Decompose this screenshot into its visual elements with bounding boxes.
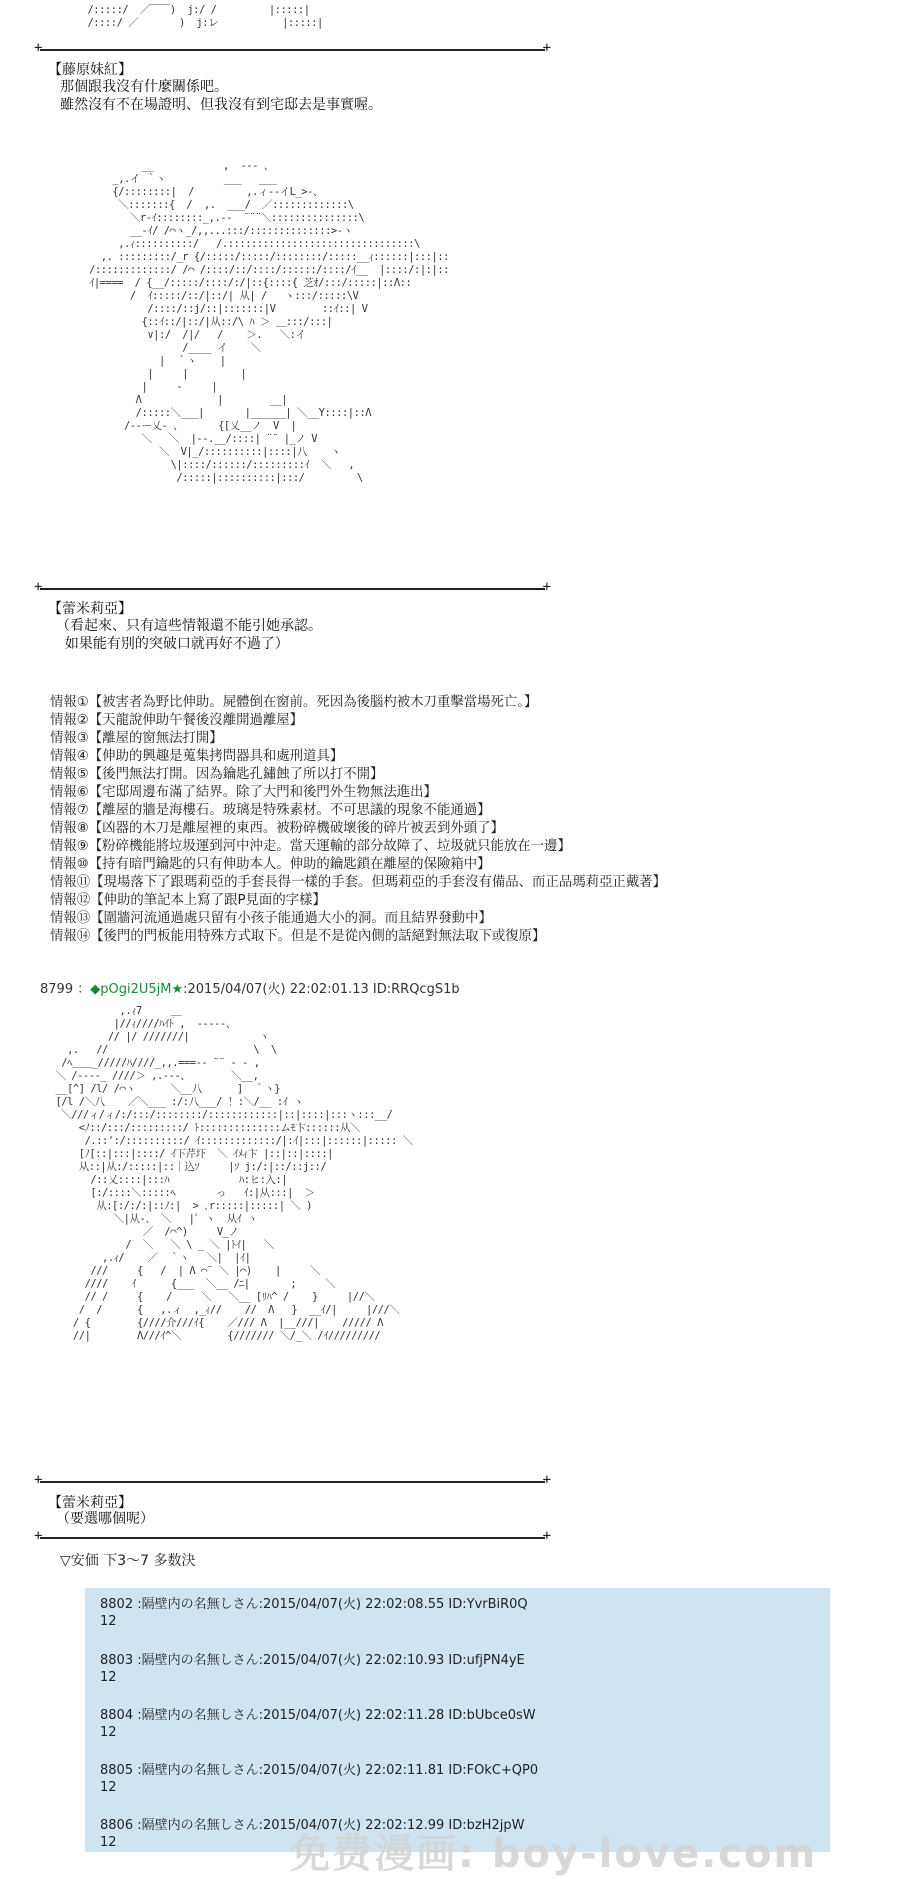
reply-header[interactable]: 8806 :隔壁内の名無しさん:2015/04/07(火) 22:02:12.99 ID:bzH2jpW [100, 1818, 525, 1833]
reply-header[interactable]: 8805 :隔壁内の名無しさん:2015/04/07(火) 22:02:11.81 ID:FOkC+QP0 [100, 1763, 539, 1778]
watermark: 免费漫画: boy-love.com [290, 1831, 818, 1877]
info-item: 情報⑫【伸助的筆記本上寫了跟P見面的字樣】 [50, 893, 326, 908]
divider: + + [34, 1472, 551, 1488]
info-item: 情報⑧【凶器的木刀是離屋裡的東西。被粉碎機破壞後的碎片被丟到外頭了】 [50, 821, 504, 836]
info-item: 情報⑭【後門的門板能用特殊方式取下。但是不是從內側的話絕對無法取下或復原】 [50, 929, 546, 944]
reply-value: 12 [100, 1670, 117, 1685]
trip-code: ◆pOgi2U5jM [90, 982, 172, 997]
info-item: 情報⑦【離屋的牆是海樓石。玻璃是特殊素材。不可思議的現象不能通過】 [50, 803, 491, 818]
info-item: 情報①【被害者為野比伸助。屍體倒在窗前。死因為後腦杓被木刀重擊當場死亡。】 [50, 695, 538, 710]
divider: + + [34, 40, 551, 56]
reply-item [100, 1596, 528, 1630]
info-item: 情報⑪【現場落下了跟瑪莉亞的手套長得一樣的手套。但瑪莉亞的手套沒有備品、而正品瑪莉亞正戴著】 [50, 875, 666, 890]
reply-header[interactable]: 8803 :隔壁内の名無しさん:2015/04/07(火) 22:02:10.93 ID:ufjPN4yE [100, 1653, 525, 1668]
info-item: 情報③【離屋的窗無法打開】 [50, 731, 223, 746]
speaker-label: 【藤原妹紅】 [48, 62, 132, 78]
star-icon: ★ [171, 982, 184, 997]
reply-item [100, 1707, 536, 1741]
post-meta: :2015/04/07(火) 22:02:01.13 ID:RRQcgS1b [183, 982, 460, 997]
reply-item [100, 1762, 538, 1796]
reply-value: 12 [100, 1725, 117, 1740]
info-item: 情報④【伸助的興趣是蒐集拷問器具和處刑道具】 [50, 749, 344, 764]
reply-panel [85, 1588, 830, 1852]
reply-header[interactable]: 8804 :隔壁内の名無しさん:2015/04/07(火) 22:02:11.28 ID:bUbce0sW [100, 1708, 536, 1723]
reply-item [100, 1652, 525, 1686]
dialogue-line: 那個跟我沒有什麼關係吧。 [60, 79, 228, 95]
reply-value: 12 [100, 1835, 117, 1850]
divider: + + [34, 1528, 551, 1544]
ascii-art-character: __ , --- 、 _,.イ ｀ヽ ___ ___ {/::::::::| / ,.ィ--イL_>-、 ＼:::::::{ / ,. ___/ ／:::::::::::::\ ＼r-ｲ::::::::_,.-‐ ¨¨¨＼:::::::::::::::\ __-ｲ/ /⌒ヽ_/,,...:::/::::::::::::::>-ヽ ,.ｨ::::::::::/ /.::::::::::::::::::::::::::::::::\ ,. :::::::::/_r {/:::::/:::::/::::::::/:::::__ｨ::::::|:::|:: /:::::::::::::/ /⌒ /::::/::/::::/::::::/::::/ｲ__ |::::/:|:|:: ｲ|==== / {__/:::::/::::/:/|::{::::{ 芝ｵ/:::/:::::|::Λ:: / ｲ:::::/::/|::/| 从| / ヽ:::/:::::\V /::::/::j/::|:::::::|V ::ｲ::| V {::ｲ::/|::/|从::/\ ﾊ ＞ ＿:::/:::| ∨|:/ /|/ / ＞. ＼:イ /____ イ ＼ | ｀ヽ | | | | | ‐ | Λ | __| /:::::＼___| |______| ＼__Y::::|::Λ /‐‐ー乂‐ 、 {[乂__ノ V | ＼ ＼ |--.__/::::| ¨¨ |_ノ V ＼ V|_/::::::::::|::::|八 ヽ \|::::/::::::/:::::::::ｲ ＼ , /:::::|::::::::::|:::/ \ [89, 160, 449, 484]
dialogue-line: （看起來、只有這些情報還不能引她承認。 [56, 618, 322, 634]
info-item: 情報⑬【圍牆河流通過處只留有小孩子能通過大小的洞。而且結界發動中】 [50, 911, 492, 926]
dialogue-line: 雖然沒有不在場證明、但我沒有到宅邸去是事實喔。 [60, 97, 382, 113]
reply-header[interactable]: 8802 :隔壁内の名無しさん:2015/04/07(火) 22:02:08.55 ID:YvrBiR0Q [100, 1597, 528, 1612]
info-item: 情報⑩【持有暗門鑰匙的只有伸助本人。伸助的鑰匙鎖在離屋的保險箱中】 [50, 857, 491, 872]
post-separator: ： [73, 982, 91, 997]
info-item: 情報⑥【宅邸周邊布滿了結界。除了大門和後門外生物無法進出】 [50, 785, 437, 800]
speaker-label: 【蕾米莉亞】 [48, 601, 132, 617]
dialogue-line: （要選哪個呢） [56, 1511, 154, 1527]
divider: + + [34, 579, 551, 595]
dialogue-line: 如果能有別的突破口就再好不過了） [56, 636, 289, 652]
post-number[interactable]: 8799 [40, 982, 74, 997]
reply-value: 12 [100, 1780, 117, 1795]
ascii-art-character: ,.ｨ7 ＿ |//ｨ////ﾊｲﾄ , -----、 // |/ ///////| ヽ ,. // \ \ /ﾍ＿＿_/////ﾊ////_,,.===-- ¨¨ ‐ ‐ , ＼ /----_ ////＞ ,.---、 ＼__, __[^] /l/ /⌒ヽ ＼__八 ] ｀ヽ} [/l /＼八 ／＼___ :/:八___/ ！:＼/__ :ｲ ヽ ＼///ィ/ィ/:/:::/::::::::/::::::::::::|::|::::|:::ヽ:::__/ <ﾉ::/:::/:::::::::/ ﾄ::::::::::::::ムﾓ卞::::::从＼ /.::':/::::::::::/ ｲ:::::::::::::/|:ｲ|:::|::::::|::::: ＼ [ﾉ[::|:::|::::/ ｲ下芹圷 ＼ ｲﾒｨ卞 |::|::|::::| 从::|从:/:::::|::｜込ｿ |ｿ j:/:|::/::j::/ /::乂::::|:::ﾊ ﾊ:ヒ:入:| [:/::::＼:::::ﾍ っ ｲ:|从:::| ＞ 从:[:/:/:|::ﾉ:| > ､r:::::|:::::| ＼ ) ＼|从-、 ＼ |ﾟ ヽ 从ｲ ヽ ／ /⌒^) V_ノ / ＼ ＼ \ _ ＼ |ﾄｲ| ＼ ,.ｨ/ ／ ｀ヽ ＼| |ｲ| /// { / | Λ ⌒¨ ＼ |⌒) | ＼ //// ｲ {___ ＼__ /ﾆ| ; ＼ // / { / ＼ ＼__ [ﾘﾊ^ / } |//＼ / / { ,.ィ ,_ｨ// // Λ } __ｲ/| |///＼ / { {////介///ｲ{ ／/// Λ |__///| ///// Λ //| Λ///ｲ^＼ {/////// ＼/_＼ /ｲ///////// [55, 1005, 413, 1342]
info-item: 情報②【天龍說伸助午餐後沒離開過離屋】 [50, 713, 304, 728]
info-item: 情報⑤【後門無法打開。因為鑰匙孔鏽蝕了所以打不開】 [50, 767, 384, 782]
info-item: 情報⑨【粉碎機能將垃圾運到河中沖走。當天運輸的部分故障了、垃圾就只能放在一邊】 [50, 839, 571, 854]
ascii-art-fragment: /:::::/ ／￣￣) j:/ / |:::::| /::::/ ／ ) j:レ |:::::| [87, 4, 323, 29]
speaker-label: 【蕾米莉亞】 [48, 1495, 132, 1511]
poll-instruction: ▽安価 下3～7 多数決 [60, 1553, 196, 1569]
post-header [40, 978, 460, 997]
info-list [50, 694, 790, 946]
reply-value: 12 [100, 1614, 117, 1629]
